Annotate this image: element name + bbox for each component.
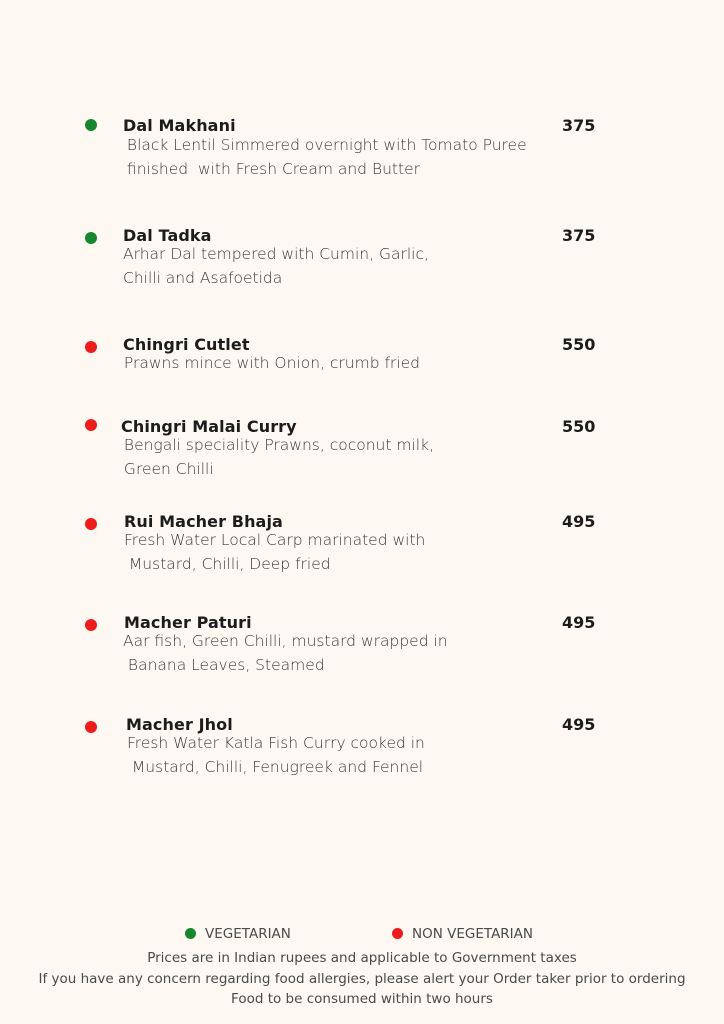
legend-veg-label: VEGETARIAN [205, 926, 291, 942]
item-name: Rui Macher Bhaja [124, 512, 283, 531]
item-description: Fresh Water Local Carp marinated with Mustard, Chilli, Deep fried [124, 531, 426, 573]
non-veg-indicator-icon [85, 721, 97, 733]
veg-indicator-icon [185, 928, 196, 939]
item-description: Aar fish, Green Chilli, mustard wrapped in Banana Leaves, Steamed [123, 632, 448, 674]
item-name: Dal Makhani [123, 116, 236, 135]
item-description: Bengali speciality Prawns, coconut milk, Green Chilli [123, 436, 434, 478]
item-name: Macher Jhol [126, 715, 233, 734]
item-price: 375 [562, 116, 596, 135]
non-veg-indicator-icon [85, 341, 97, 353]
item-description: Fresh Water Katla Fish Curry cooked in Mustard, Chilli, Fenugreek and Fennel [127, 734, 425, 776]
item-price: 550 [562, 335, 596, 354]
item-description: Prawns mince with Onion, crumb fried [119, 354, 420, 372]
item-name: Macher Paturi [124, 613, 252, 632]
item-price: 495 [562, 613, 596, 632]
legend-nonveg-label: NON VEGETARIAN [412, 926, 533, 942]
item-price: 375 [562, 226, 596, 245]
item-name: Dal Tadka [123, 226, 212, 245]
item-description: Black Lentil Simmered overnight with Tomato Puree finished with Fresh Cream and Butter [126, 136, 527, 178]
non-veg-indicator-icon [85, 619, 97, 631]
legend-non-vegetarian [392, 926, 533, 942]
item-name: Chingri Cutlet [123, 335, 250, 354]
veg-indicator-icon [85, 119, 97, 131]
item-price: 550 [562, 417, 596, 436]
item-description: Arhar Dal tempered with Cumin, Garlic, Chilli and Asafoetida [123, 245, 429, 287]
item-name: Chingri Malai Curry [121, 417, 297, 436]
consumption-note: Food to be consumed within two hours [231, 991, 493, 1007]
item-price: 495 [562, 715, 596, 734]
legend-vegetarian [185, 926, 291, 942]
veg-indicator-icon [85, 232, 97, 244]
allergy-note: If you have any concern regarding food allergies, please alert your Order taker prior to ordering [38, 971, 686, 987]
non-veg-indicator-icon [85, 518, 97, 530]
non-veg-indicator-icon [392, 928, 403, 939]
non-veg-indicator-icon [85, 419, 97, 431]
price-note: Prices are in Indian rupees and applicable to Government taxes [147, 950, 577, 966]
item-price: 495 [562, 512, 596, 531]
